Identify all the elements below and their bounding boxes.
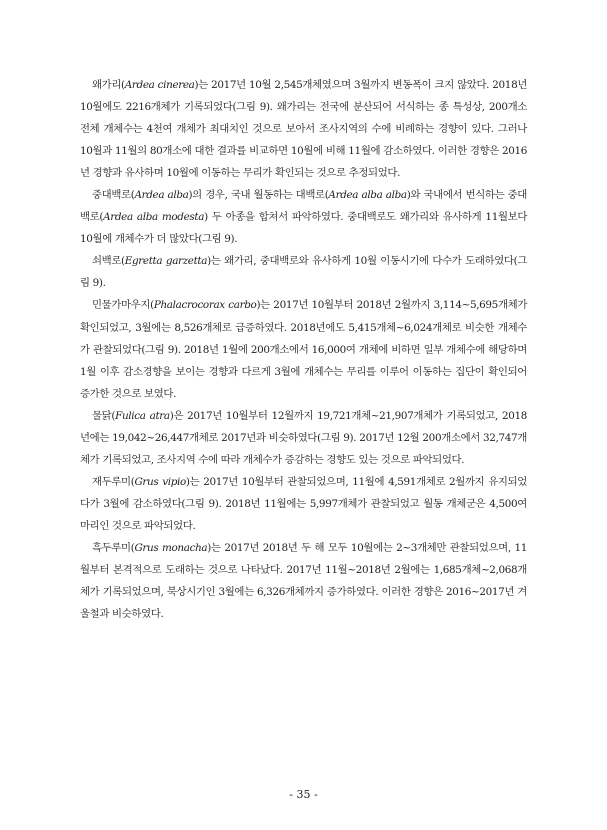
scientific-name: Egretta garzetta [124,255,208,268]
text-segment: )는 2017년 10월부터 관찰되었으며, 11월에 4,591개체로 2월까지 유지되었다가 3월에 감소하였다(그림 9). 2018년 11월에는 5,997개체가 관찰되었고 월동 개체군은 4,500여 마리인 것으로 파악되었다. [80,475,527,532]
scientific-name: Ardea alba modesta [103,211,205,224]
scientific-name: Ardea alba alba [328,189,407,202]
text-segment: )는 2017년 10월부터 2018년 2월까지 3,114~5,695개체가 확인되었고, 3월에는 8,526개체로 급증하였다. 2018년에도 5,415개체~6,024개체로 비슷한 개체수가 관찰되었다(그림 9). 2018년 1월에 200개소에서 16,000여 개체에 비하면 일부 개체수에 해당하며 1월 이후 감소경향을 보이는 경향과 다르게 3월에 개체수는 무리를 이루어 이동하는 집단이 확인되어 증가한 것으로 보였다. [80,299,528,400]
scientific-name: Grus vipio [134,475,186,488]
text-segment: )는 2017년 10월 2,545개체였으며 3월까지 변동폭이 크지 않았다. 2018년 10월에도 2216개체가 기록되었다(그림 9). 왜가리는 전국에 분산되어 서식하는 종 특성상, 200개소 전체 개체수는 4천여 개체가 최대치인 것으로 보아서 조사지역의 수에 비례하는 경향이 있다. 그러나 10월과 11월의 80개소에 대한 결과를 비교하면 10월에 비해 11월에 감소하였다. 이러한 경향은 2016년 경향과 유사하며 10월에 이동하는 무리가 확인되는 것으로 추정되었다. [80,79,528,180]
text-segment: )는 2017년 2018년 두 해 모두 10월에는 2~3개체만 관찰되었으며, 11월부터 본격적으로 도래하는 것으로 나타났다. 2017년 11월~2018년 2월에는 1,685개체~2,068개체가 기록되었으며, 북상시기인 3월에는 6,326개체까지 증가하였다. 이러한 경향은 2016~2017년 겨울철과 비슷하였다. [80,541,527,621]
text-segment: 민물가마우지( [92,299,154,312]
page-number: - 35 - [289,788,318,801]
paragraph [80,250,527,294]
text-segment: 물닭( [92,409,116,422]
text-segment: ) 두 아종을 합쳐서 파악하였다. 중대백로도 왜가리와 유사하게 11월보다 10월에 개체수가 더 많았다(그림 9). [80,211,528,246]
paragraph [80,471,527,537]
scientific-name: Fulica atra [115,409,170,422]
text-segment: 중대백로( [92,189,135,202]
paragraph [80,537,527,625]
text-segment: )와 국내에서 번식하는 중대백로( [80,189,527,224]
body-text [80,74,527,625]
paragraph [80,405,527,471]
scientific-name: Phalacrocorax carbo [153,299,257,312]
scientific-name: Ardea cinerea [124,79,195,91]
text-segment: )은 2017년 10월부터 12월까지 19,721개체~21,907개체가 기록되었고, 2018년에는 19,042~26,447개체로 2017년과 비슷하였다(그림 9). 2017년 12월 200개소에서 32,747개체가 기록되었고, 조사지역 수에 따라 개체수가 증감하는 경향도 있는 것으로 파악되었다. [80,409,527,466]
text-segment: 왜가리( [92,79,125,91]
text-segment: )의 경우, 국내 월동하는 대백로( [188,189,329,202]
scientific-name: Ardea alba [134,189,189,202]
text-segment: 쇠백로( [92,255,125,268]
paragraph [80,294,527,404]
text-segment: )는 왜가리, 중대백로와 유사하게 10월 이동시기에 다수가 도래하였다(그림 9). [80,255,528,290]
paragraph [80,74,527,184]
text-segment: 재두루미( [92,475,135,488]
text-segment: 흑두루미( [92,541,135,554]
scientific-name: Grus monacha [134,541,208,554]
paragraph [80,184,527,250]
